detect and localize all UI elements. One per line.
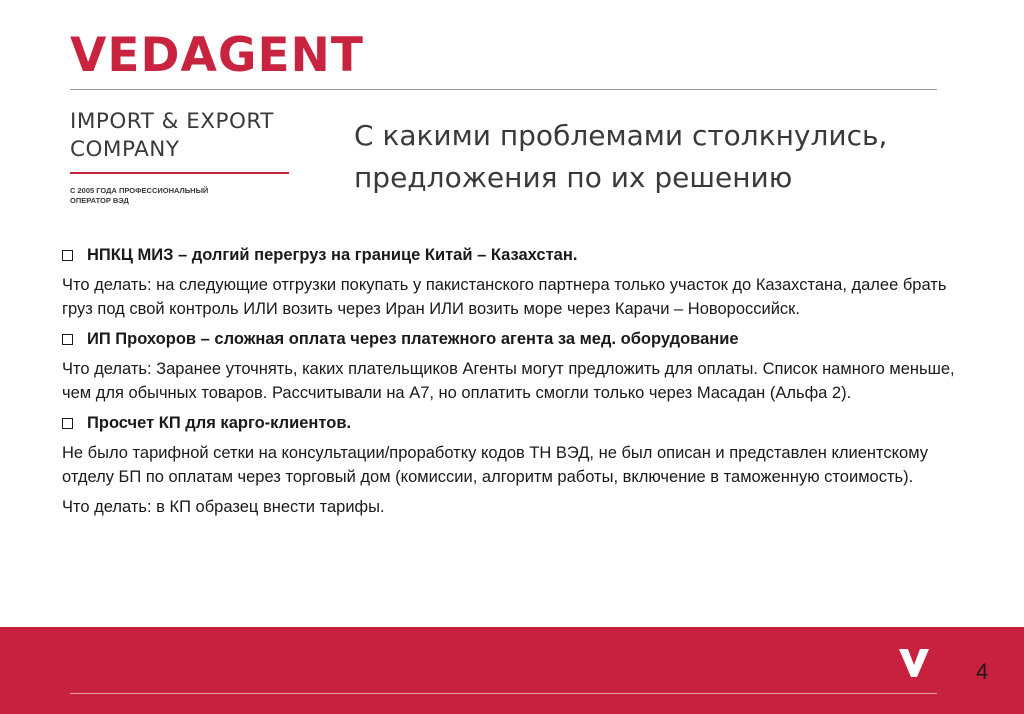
footer-divider bbox=[70, 693, 937, 694]
slide-title bbox=[354, 115, 974, 199]
bullet-heading: Просчет КП для карго-клиентов. bbox=[87, 414, 352, 432]
tagline-line-1: С 2005 ГОДА ПРОФЕССИОНАЛЬНЫЙ bbox=[70, 186, 209, 195]
bullet-paragraph: Не было тарифной сетки на консультации/проработку кодов ТН ВЭД, не был описан и представлен клиентскому отделу БП по оплатам через торговый дом (комиссии, алгоритм работы, включение в таможенную стоимость). bbox=[62, 444, 928, 486]
page-number: 4 bbox=[976, 659, 989, 684]
tagline-line-2: ОПЕРАТОР ВЭД bbox=[70, 196, 129, 205]
slide-title-line-1: С какими проблемами столкнулись, bbox=[354, 119, 888, 152]
header-divider bbox=[70, 89, 937, 90]
v-logo-icon bbox=[899, 649, 929, 677]
subtitle-line-2: COMPANY bbox=[70, 137, 180, 162]
checkbox-bullet-icon bbox=[62, 418, 73, 429]
company-tagline bbox=[70, 186, 208, 206]
bullet-item bbox=[62, 327, 962, 351]
bullet-paragraph: Что делать: Заранее уточнять, каких плательщиков Агенты могут предложить для оплаты. Список намного меньше, чем для обычных товаров. Рассчитывали на А7, но оплатить смогли только через Масадан (Альфа 2). bbox=[62, 360, 955, 402]
subtitle-line-1: IMPORT & EXPORT bbox=[70, 109, 274, 134]
footer-bar bbox=[0, 627, 1024, 714]
bullet-heading: НПКЦ МИЗ – долгий перегруз на границе Китай – Казахстан. bbox=[87, 246, 578, 264]
company-subtitle bbox=[70, 108, 274, 164]
slide-title-line-2: предложения по их решению bbox=[354, 161, 793, 194]
bullet-paragraph: Что делать: на следующие отгрузки покупать у пакистанского партнера только участок до Казахстана, далее брать груз под свой контроль ИЛИ возить через Иран ИЛИ возить море через Карачи – Новороссийск. bbox=[62, 276, 947, 318]
bullet-item bbox=[62, 243, 962, 267]
subtitle-underline bbox=[70, 172, 289, 174]
checkbox-bullet-icon bbox=[62, 334, 73, 345]
bullet-heading: ИП Прохоров – сложная оплата через платежного агента за мед. оборудование bbox=[87, 330, 739, 348]
slide-content bbox=[62, 243, 962, 525]
checkbox-bullet-icon bbox=[62, 250, 73, 261]
bullet-item bbox=[62, 411, 962, 435]
bullet-paragraph: Что делать: в КП образец внести тарифы. bbox=[62, 498, 385, 516]
company-logo: VEDAGENT bbox=[70, 28, 364, 83]
